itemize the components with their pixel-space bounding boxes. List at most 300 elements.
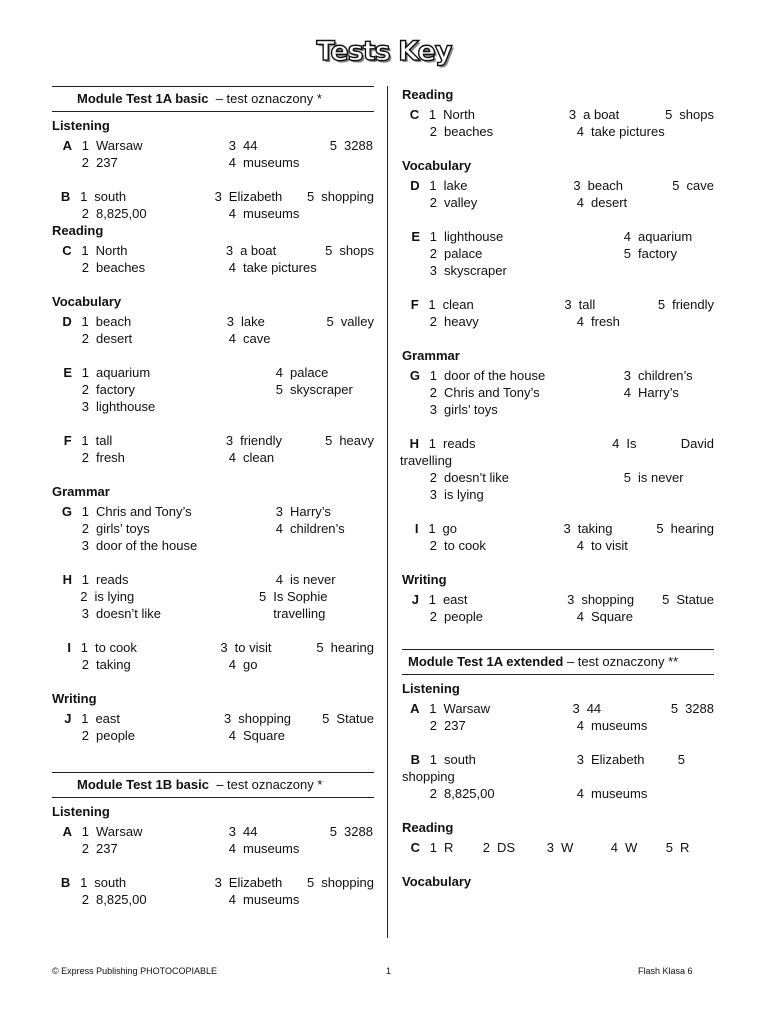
item-number: 1 <box>81 433 89 448</box>
exercise-letter: C <box>409 107 420 122</box>
item-number: 4 <box>610 840 618 855</box>
exercise-i <box>52 639 374 673</box>
item-number: 1 <box>429 752 437 767</box>
answer: children’s <box>638 368 693 383</box>
answer-row <box>52 503 374 520</box>
answer: door of the house <box>444 368 546 383</box>
item-number: 2 <box>80 589 88 604</box>
answer: 44 <box>243 138 258 153</box>
module-note: – test oznaczony ** <box>566 654 679 669</box>
exercise-letter: G <box>409 368 420 383</box>
answer-row <box>52 840 374 857</box>
section-writing: Writing <box>402 572 447 587</box>
answer: Elizabeth <box>228 189 283 204</box>
item-number: 1 <box>81 504 89 519</box>
item-number: 3 <box>564 297 572 312</box>
item-number: 3 <box>546 840 554 855</box>
section-writing: Writing <box>52 691 97 706</box>
answer: children’s <box>290 521 345 536</box>
exercise-letter: B <box>410 752 420 767</box>
answer: cave <box>243 331 271 346</box>
answer: taking <box>96 657 131 672</box>
answer-row <box>402 262 714 279</box>
exercise-letter: H <box>62 572 72 587</box>
item-number: 1 <box>81 824 89 839</box>
answer: W <box>625 840 638 855</box>
answer: shops <box>339 243 375 258</box>
answer: cave <box>686 178 714 193</box>
item-number: 5 <box>670 701 679 716</box>
exercise-letter: H <box>409 436 420 451</box>
answer: shopping <box>402 769 455 784</box>
answer-row <box>402 228 714 245</box>
module-note: – test oznaczony * <box>215 91 322 106</box>
item-number: 1 <box>429 701 437 716</box>
answer: skyscraper <box>444 263 507 278</box>
item-number: 2 <box>429 786 437 801</box>
answer-row <box>52 449 374 466</box>
item-number: 5 <box>623 470 631 485</box>
answer: Warsaw <box>96 824 143 839</box>
answer-row <box>402 700 714 717</box>
item-number: 3 <box>275 504 283 519</box>
answer: North <box>95 243 128 258</box>
item-number: 3 <box>225 243 234 258</box>
section-reading: Reading <box>402 820 454 835</box>
item-number: 3 <box>214 189 222 204</box>
exercise-a <box>402 700 714 734</box>
answer: people <box>444 609 484 624</box>
exercise-i <box>402 520 714 554</box>
answer: east <box>95 711 121 726</box>
answer: beaches <box>96 260 146 275</box>
wrapped-text <box>402 768 714 785</box>
answer: shopping <box>581 592 635 607</box>
item-number: 4 <box>228 450 236 465</box>
item-number: 4 <box>623 385 631 400</box>
answer-row <box>402 520 714 537</box>
answer: palace <box>290 365 329 380</box>
answer: R <box>680 840 690 855</box>
answer: 237 <box>444 718 466 733</box>
answer: heavy <box>339 433 375 448</box>
answer-row <box>402 245 714 262</box>
answer-row <box>402 313 714 330</box>
answer: 8,825,00 <box>96 892 147 907</box>
answer: palace <box>444 246 483 261</box>
item-number: 4 <box>228 892 236 907</box>
answer: desert <box>96 331 133 346</box>
footer-copyright: © Express Publishing PHOTOCOPIABLE <box>52 966 218 976</box>
section-listening: Listening <box>52 804 110 819</box>
answer-row <box>52 520 374 537</box>
answer: Chris and Tony’s <box>444 385 540 400</box>
item-number: 4 <box>275 572 283 587</box>
item-number: 2 <box>429 314 437 329</box>
item-number: 4 <box>228 841 236 856</box>
item-number: 3 <box>228 138 236 153</box>
item-number: 4 <box>275 521 283 536</box>
item-number: 1 <box>81 365 89 380</box>
answer: 8,825,00 <box>96 206 147 221</box>
item-number: 4 <box>612 436 620 451</box>
item-number: 3 <box>214 875 222 890</box>
module-header-1b-basic <box>52 772 374 798</box>
item-number: 2 <box>81 728 89 743</box>
footer-page-number: 1 <box>386 966 392 976</box>
exercise-b <box>52 874 374 908</box>
item-number: 5 <box>665 840 673 855</box>
answer: a boat <box>240 243 277 258</box>
answer: museums <box>243 841 300 856</box>
answer: to cook <box>444 538 486 553</box>
answer-row <box>52 364 374 381</box>
module-header-1a-basic <box>52 86 374 112</box>
answer: museums <box>243 206 300 221</box>
item-number: 5 <box>623 246 631 261</box>
item-number: 4 <box>228 260 236 275</box>
answer: is lying <box>94 589 135 604</box>
answer: Statue <box>336 711 374 726</box>
answer: beach <box>95 314 132 329</box>
answer: W <box>561 840 574 855</box>
answer: Harry’s <box>290 504 331 519</box>
answer: skyscraper <box>290 382 353 397</box>
exercise-c <box>402 106 714 140</box>
answer: lighthouse <box>444 229 504 244</box>
section-reading: Reading <box>52 223 104 238</box>
item-number: 5 <box>326 314 334 329</box>
wrapped-text <box>400 452 714 469</box>
answer-row <box>52 710 374 727</box>
column-divider <box>387 86 388 938</box>
exercise-g <box>52 503 374 554</box>
answer: lake <box>240 314 265 329</box>
answer: door of the house <box>96 538 198 553</box>
item-number: 4 <box>576 538 584 553</box>
item-number: 1 <box>81 138 89 153</box>
exercise-e <box>402 228 714 279</box>
answer-row <box>52 137 374 154</box>
item-number: 3 <box>573 178 581 193</box>
answer-row <box>402 591 714 608</box>
answer: is lying <box>444 487 484 502</box>
item-number: 3 <box>220 640 228 655</box>
item-number: 2 <box>429 124 437 139</box>
page-title: Tests Key <box>316 36 452 67</box>
answer: taking <box>577 521 613 536</box>
answer-row <box>402 123 714 140</box>
answer-row <box>402 106 714 123</box>
exercise-c <box>402 839 714 856</box>
item-number: 5 <box>316 640 324 655</box>
answer-row <box>402 435 714 452</box>
item-number: 5 <box>657 297 666 312</box>
exercise-letter: F <box>410 297 419 312</box>
exercise-letter: D <box>62 314 72 329</box>
exercise-letter: D <box>410 178 420 193</box>
answer-row <box>402 296 714 313</box>
item-number: 2 <box>81 657 89 672</box>
answer: hearing <box>330 640 374 655</box>
item-number: 5 <box>322 711 330 726</box>
item-number: 5 <box>329 138 337 153</box>
item-number: 4 <box>228 155 236 170</box>
section-reading: Reading <box>402 87 454 102</box>
answer: travelling <box>400 453 453 468</box>
answer: factory <box>638 246 678 261</box>
answer: beaches <box>444 124 494 139</box>
item-number: 5 <box>325 433 333 448</box>
item-number: 2 <box>81 841 89 856</box>
item-number: 2 <box>482 840 490 855</box>
answer: aquarium <box>638 229 693 244</box>
exercise-e <box>52 364 374 415</box>
answer-row <box>52 259 374 276</box>
answer-row <box>52 188 374 205</box>
item-number: 5 <box>325 243 333 258</box>
answer: lake <box>443 178 468 193</box>
answer-row <box>52 313 374 330</box>
item-number: 1 <box>81 711 89 726</box>
item-number: 5 <box>656 521 664 536</box>
answer: Warsaw <box>443 701 490 716</box>
answer: fresh <box>591 314 620 329</box>
answer: go <box>442 521 458 536</box>
left-column <box>52 86 374 908</box>
answer: south <box>94 189 127 204</box>
item-number: 4 <box>576 314 584 329</box>
answer: fresh <box>96 450 125 465</box>
item-number: 4 <box>576 609 584 624</box>
item-number: 5 <box>672 178 680 193</box>
answer: east <box>442 592 468 607</box>
item-number: 2 <box>429 246 437 261</box>
answer: valley <box>444 195 478 210</box>
answer: 237 <box>96 155 118 170</box>
answer-row <box>52 432 374 449</box>
answer: doesn’t like <box>96 606 162 621</box>
answer-row <box>402 839 714 856</box>
exercise-d <box>52 313 374 347</box>
answer-row <box>52 205 374 222</box>
item-number: 1 <box>81 243 89 258</box>
item-number: 3 <box>226 314 234 329</box>
module-header-1a-extended <box>402 649 714 675</box>
item-number: 1 <box>80 875 88 890</box>
item-number: 4 <box>576 124 584 139</box>
answer: hearing <box>670 521 714 536</box>
item-number: 5 <box>329 824 337 839</box>
answer: friendly <box>672 297 714 312</box>
answer: David <box>680 436 714 451</box>
answer-row <box>52 874 374 891</box>
answer-row <box>52 727 374 744</box>
item-number: 3 <box>429 263 437 278</box>
answer: Is <box>626 436 637 451</box>
exercise-f <box>402 296 714 330</box>
item-number: 2 <box>81 450 89 465</box>
answer: museums <box>243 892 300 907</box>
item-number: 5 <box>306 875 315 890</box>
item-number: 5 <box>306 189 315 204</box>
item-number: 2 <box>81 260 89 275</box>
item-number: 4 <box>275 365 283 380</box>
exercise-letter: A <box>410 701 420 716</box>
answer: beach <box>587 178 624 193</box>
answer-row <box>52 154 374 171</box>
item-number: 2 <box>81 331 89 346</box>
answer: to cook <box>95 640 137 655</box>
item-number: 3 <box>572 701 580 716</box>
answer: museums <box>243 155 300 170</box>
answer: Warsaw <box>96 138 143 153</box>
item-number: 4 <box>576 786 584 801</box>
answer: valley <box>340 314 374 329</box>
module-title: Module Test 1A extended <box>408 654 564 669</box>
answer-row <box>52 537 374 554</box>
exercise-letter: C <box>410 840 420 855</box>
answer: 3288 <box>344 138 373 153</box>
exercise-letter: E <box>411 229 420 244</box>
item-number: 2 <box>81 155 89 170</box>
item-number: 1 <box>80 640 88 655</box>
answer-row <box>52 242 374 259</box>
item-number: 1 <box>428 592 436 607</box>
answer: Statue <box>676 592 714 607</box>
answer: desert <box>591 195 628 210</box>
answer: is never <box>638 470 684 485</box>
section-vocabulary: Vocabulary <box>402 874 472 889</box>
item-number: 5 <box>259 589 267 604</box>
exercise-letter: J <box>411 592 419 607</box>
answer-row <box>52 330 374 347</box>
answer: take pictures <box>243 260 317 275</box>
item-number: 2 <box>429 538 437 553</box>
answer: R <box>444 840 454 855</box>
answer: take pictures <box>591 124 665 139</box>
exercise-b <box>402 751 714 802</box>
item-number: 3 <box>228 824 236 839</box>
item-number: 1 <box>428 107 437 122</box>
module-title: Module Test 1B basic <box>77 777 209 792</box>
exercise-letter: F <box>63 433 72 448</box>
answer: people <box>96 728 136 743</box>
item-number: 2 <box>81 892 89 907</box>
answer: North <box>443 107 475 122</box>
right-column <box>402 86 714 893</box>
answer-row <box>402 367 714 384</box>
answer: to visit <box>591 538 628 553</box>
item-number: 1 <box>81 314 89 329</box>
answer-row <box>402 717 714 734</box>
exercise-letter: A <box>62 824 72 839</box>
item-number: 3 <box>81 399 89 414</box>
item-number: 3 <box>576 752 584 767</box>
answer: shopping <box>321 189 374 204</box>
item-number: 3 <box>568 107 577 122</box>
answer-row <box>402 177 714 194</box>
item-number: 5 <box>677 752 685 767</box>
answer: factory <box>96 382 136 397</box>
item-number: 5 <box>275 382 283 397</box>
answer: south <box>94 875 127 890</box>
answer: clean <box>243 450 275 465</box>
exercise-a <box>52 137 374 171</box>
answer: museums <box>591 718 648 733</box>
answer-row <box>402 469 714 486</box>
answer: aquarium <box>96 365 151 380</box>
answer: a boat <box>583 107 620 122</box>
section-vocabulary: Vocabulary <box>52 294 122 309</box>
section-listening: Listening <box>402 681 460 696</box>
answer-row <box>52 656 374 673</box>
answer: 44 <box>586 701 602 716</box>
answer-row <box>402 608 714 625</box>
section-vocabulary: Vocabulary <box>402 158 472 173</box>
answer: DS <box>497 840 516 855</box>
answer: shopping <box>321 875 374 890</box>
answer: Is Sophie travelling <box>273 589 328 621</box>
answer: Square <box>243 728 285 743</box>
exercise-g <box>402 367 714 418</box>
item-number: 1 <box>429 229 437 244</box>
exercise-h <box>402 435 714 503</box>
exercise-letter: B <box>60 189 71 204</box>
exercise-letter: B <box>60 875 71 890</box>
item-number: 3 <box>429 487 437 502</box>
answer: shops <box>679 107 714 122</box>
answer-row <box>402 785 714 802</box>
item-number: 2 <box>429 718 437 733</box>
answer: is never <box>290 572 336 587</box>
exercise-d <box>402 177 714 211</box>
item-number: 3 <box>429 402 437 417</box>
item-number: 1 <box>429 840 437 855</box>
item-number: 2 <box>429 385 437 400</box>
item-number: 4 <box>576 718 584 733</box>
answer: Harry’s <box>638 385 679 400</box>
item-number: 1 <box>429 368 437 383</box>
item-number: 2 <box>81 521 89 536</box>
answer-row <box>402 401 714 418</box>
item-number: 3 <box>623 368 631 383</box>
item-number: 1 <box>429 178 437 193</box>
answer: girls’ toys <box>444 402 498 417</box>
item-number: 1 <box>428 436 437 451</box>
item-number: 3 <box>563 521 571 536</box>
exercise-b <box>52 188 374 222</box>
exercise-letter: J <box>64 711 72 726</box>
answer: Chris and Tony’s <box>96 504 192 519</box>
item-number: 4 <box>623 229 631 244</box>
answer: Square <box>591 609 633 624</box>
answer: tall <box>95 433 113 448</box>
answer: friendly <box>240 433 282 448</box>
answer: girls’ toys <box>96 521 150 536</box>
answer: lighthouse <box>96 399 156 414</box>
answer: south <box>444 752 476 767</box>
module-title: Module Test 1A basic <box>77 91 209 106</box>
item-number: 2 <box>81 382 89 397</box>
exercise-f <box>52 432 374 466</box>
item-number: 3 <box>81 606 89 621</box>
answer-row <box>52 891 374 908</box>
answer: 44 <box>243 824 258 839</box>
item-number: 4 <box>228 206 236 221</box>
item-number: 3 <box>81 538 89 553</box>
exercise-j <box>402 591 714 625</box>
